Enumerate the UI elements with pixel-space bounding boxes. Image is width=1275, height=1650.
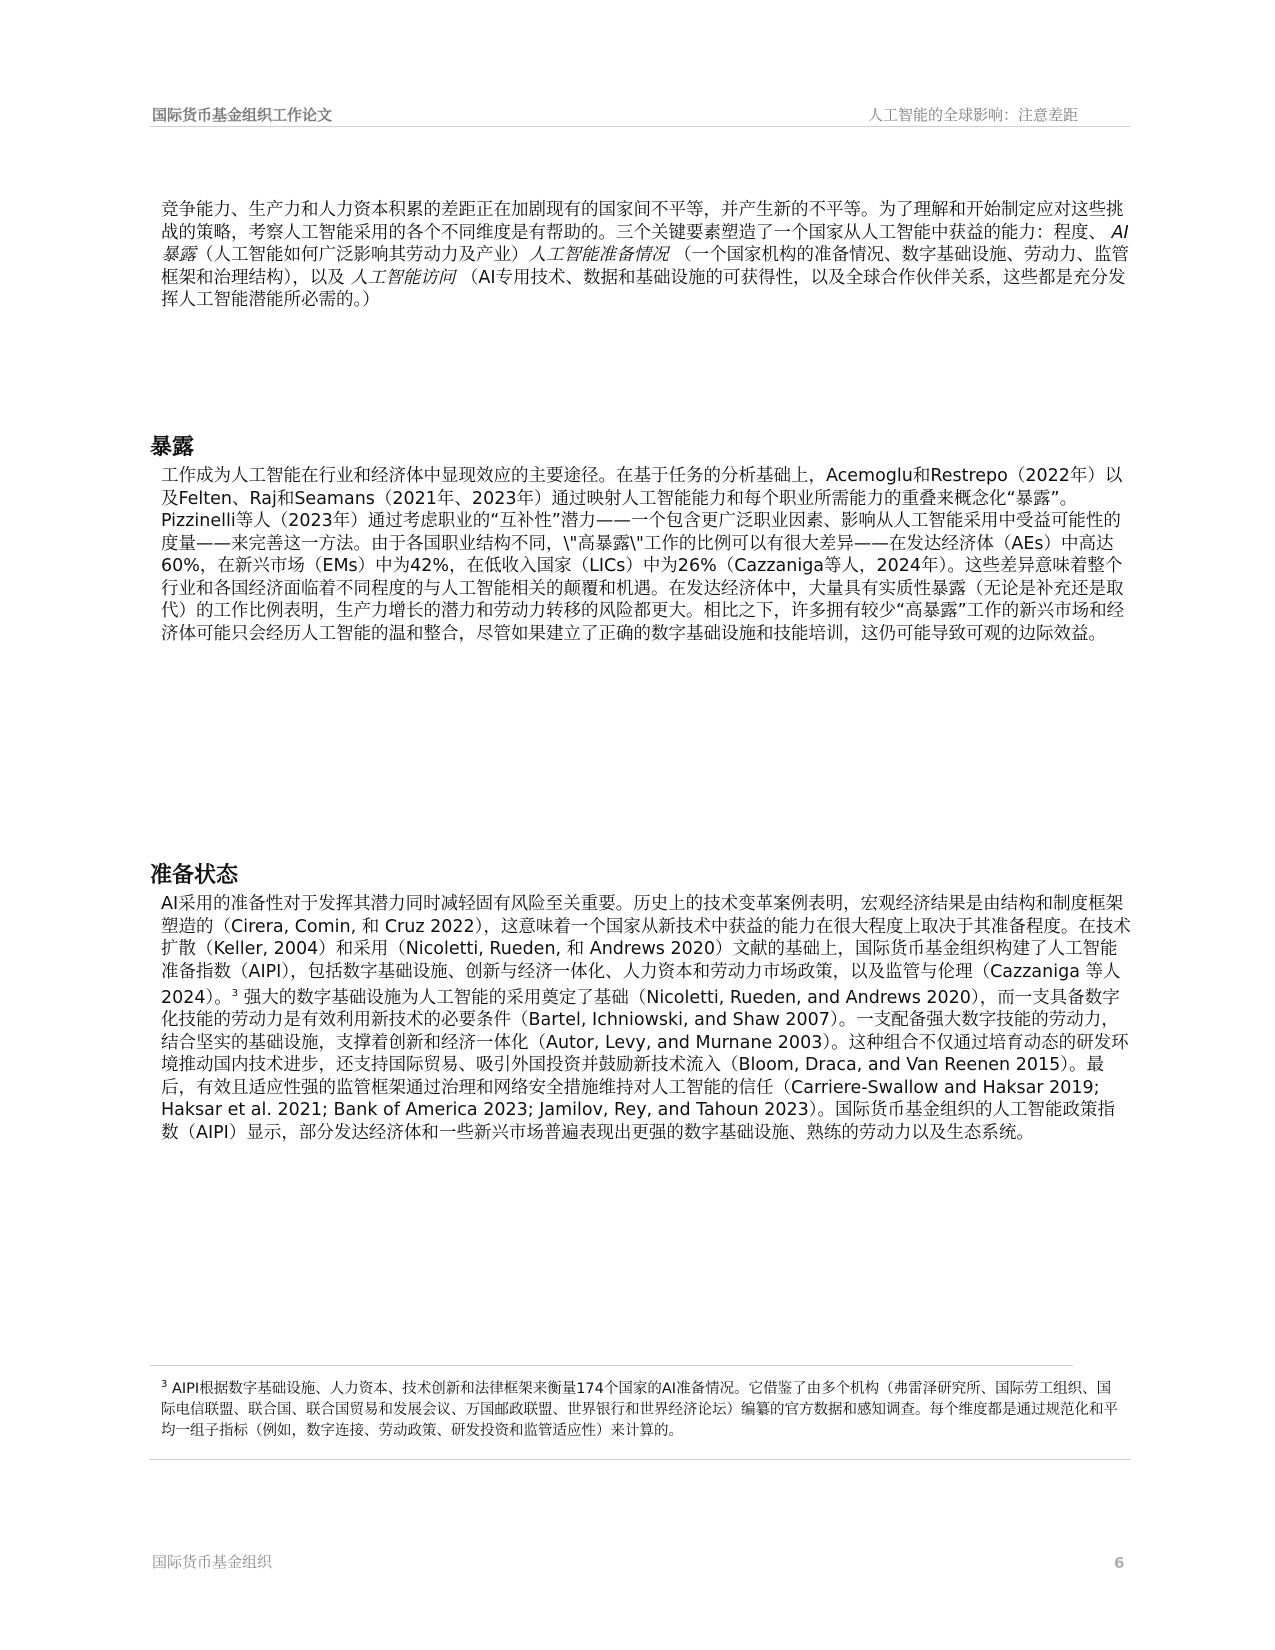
running-header-title: 国际货币基金组织工作论文 xyxy=(152,106,333,124)
footnote xyxy=(161,1374,1121,1442)
footnote-text: AIPI根据数字基础设施、人力资本、技术创新和法律框架来衡量174个国家的AI准备情况。它借鉴了由多个机构（弗雷泽研究所、国际劳工组织、国际电信联盟、联合国、联合国贸易和发展会议、万国邮政联盟、世界银行和世界经济论坛）编纂的官方数据和感知调查。每个维度都是通过规范化和平均一组子指标（例如，数字连接、劳动政策、研发投资和监管适应性）来计算的。 xyxy=(161,1380,1118,1439)
footnote-divider xyxy=(150,1365,1073,1366)
intro-paragraph xyxy=(161,199,1131,312)
intro-term-ai-readiness: 人工智能准备情况 xyxy=(528,245,669,265)
exposure-paragraph: 工作成为人工智能在行业和经济体中显现效应的主要途径。在基于任务的分析基础上，Acemoglu和Restrepo（2022年）以及Felten、Raj和Seamans（2021年、2023年）通过映射人工智能能力和每个职业所需能力的重叠来概念化“暴露”。Pizzinelli等人（2023年）通过考虑职业的“互补性”潜力——一个包含更广泛职业因素、影响从人工智能采用中受益可能性的度量——来完善这一方法。由于各国职业结构不同，\"高暴露\"工作的比例可以有很大差异——在发达经济体（AEs）中高达60%，在新兴市场（EMs）中为42%，在低收入国家（LICs）中为26%（Cazzaniga等人，2024年）。这些差异意味着整个行业和各国经济面临着不同程度的与人工智能相关的颠覆和机遇。在发达经济体中，大量具有实质性暴露（无论是补充还是取代）的工作比例表明，生产力增长的潜力和劳动力转移的风险都更大。相比之下，许多拥有较少“高暴露”工作的新兴市场和经济体可能只会经历人工智能的温和整合，尽管如果建立了正确的数字基础设施和技能培训，这仍可能导致可观的边际效益。 xyxy=(161,466,1125,644)
footnote-marker: 3 xyxy=(161,1379,168,1390)
running-header-subtitle: 人工智能的全球影响：注意差距 xyxy=(867,106,1078,124)
section-heading-exposure: 暴露 xyxy=(150,435,195,460)
header-divider xyxy=(150,126,1130,127)
footer-divider xyxy=(150,1459,1130,1460)
readiness-text-2: 强大的数字基础设施为人工智能的采用奠定了基础（Nicoletti, Rueden, and Andrews 2020），而一支具备数字化技能的劳动力是有效利用新技术的必要条件（Bartel, Ichniowski, and Shaw 2007）。一支配备强大数字技能的劳动力，结合坚实的基础设施，支撑着创新和经济一体化（Autor, Levy, and Murnane 2003）。这种组合不仅通过培育动态的研发环境推动国内技术进步，还支持国际贸易、吸引外国投资并鼓励新技术流入（Bloom, Draca, and Van Reenen 2015）。最后，有效且适应性强的监管框架通过治理和网络安全措施维持对人工智能的信任（Carriere-Swallow and Haksar 2019; Haksar et al. 2021; Bank of America 2023; Jamilov, Rey, and Tahoun 2023）。国际货币基金组织的人工智能政策指数（AIPI）显示，部分发达经济体和一些新兴市场普遍表现出更强的数字基础设施、熟练的劳动力以及生态系统。 xyxy=(161,987,1129,1143)
intro-text-1: 竞争能力、生产力和人力资本积累的差距正在加剧现有的国家间不平等，并产生新的不平等。为了理解和开始制定应对这些挑战的策略，考察人工智能采用的各个不同维度是有帮助的。三个关键要素塑造了一个国家从人工智能中获益的能力：程度、 xyxy=(161,200,1124,243)
section-heading-readiness: 准备状态 xyxy=(150,863,239,888)
intro-text-2: （人工智能如何广泛影响其劳动力及产业） xyxy=(196,245,529,265)
intro-term-ai-exposure: AI 暴露 xyxy=(161,222,1129,265)
footnote-reference[interactable]: 3 xyxy=(231,988,239,999)
readiness-text-1: AI采用的准备性对于发挥其潜力同时减轻固有风险至关重要。历史上的技术变革案例表明，宏观经济结果是由结构和制度框架塑造的（Cirera, Comin, 和 Cruz 2022），这意味着一个国家从新技术中获益的能力在很大程度上取决于其准备程度。在技术扩散（Keller, 2004）和采用（Nicoletti, Rueden, 和 Andrews 2020）文献的基础上，国际货币基金组织构建了人工智能准备指数（AIPI），包括数字基础设施、创新与经济一体化、人力资本和劳动力市场政策，以及监管与伦理（Cazzaniga 等人 2024）。 xyxy=(161,894,1131,1008)
intro-text-3: （一个国家机构的准备情况、数字基础设施、劳动力、监管框架和治理结构），以及 xyxy=(161,245,1130,288)
footer-organization: 国际货币基金组织 xyxy=(152,1553,273,1571)
page-number: 6 xyxy=(1114,1554,1125,1572)
intro-text-4: （AI专用技术、数据和基础设施的可获得性，以及全球合作伙伴关系，这些都是充分发挥人工智能潜能所必需的。） xyxy=(161,267,1126,310)
intro-term-ai-access: 人工智能访问 xyxy=(344,267,456,288)
readiness-paragraph xyxy=(161,893,1131,1144)
